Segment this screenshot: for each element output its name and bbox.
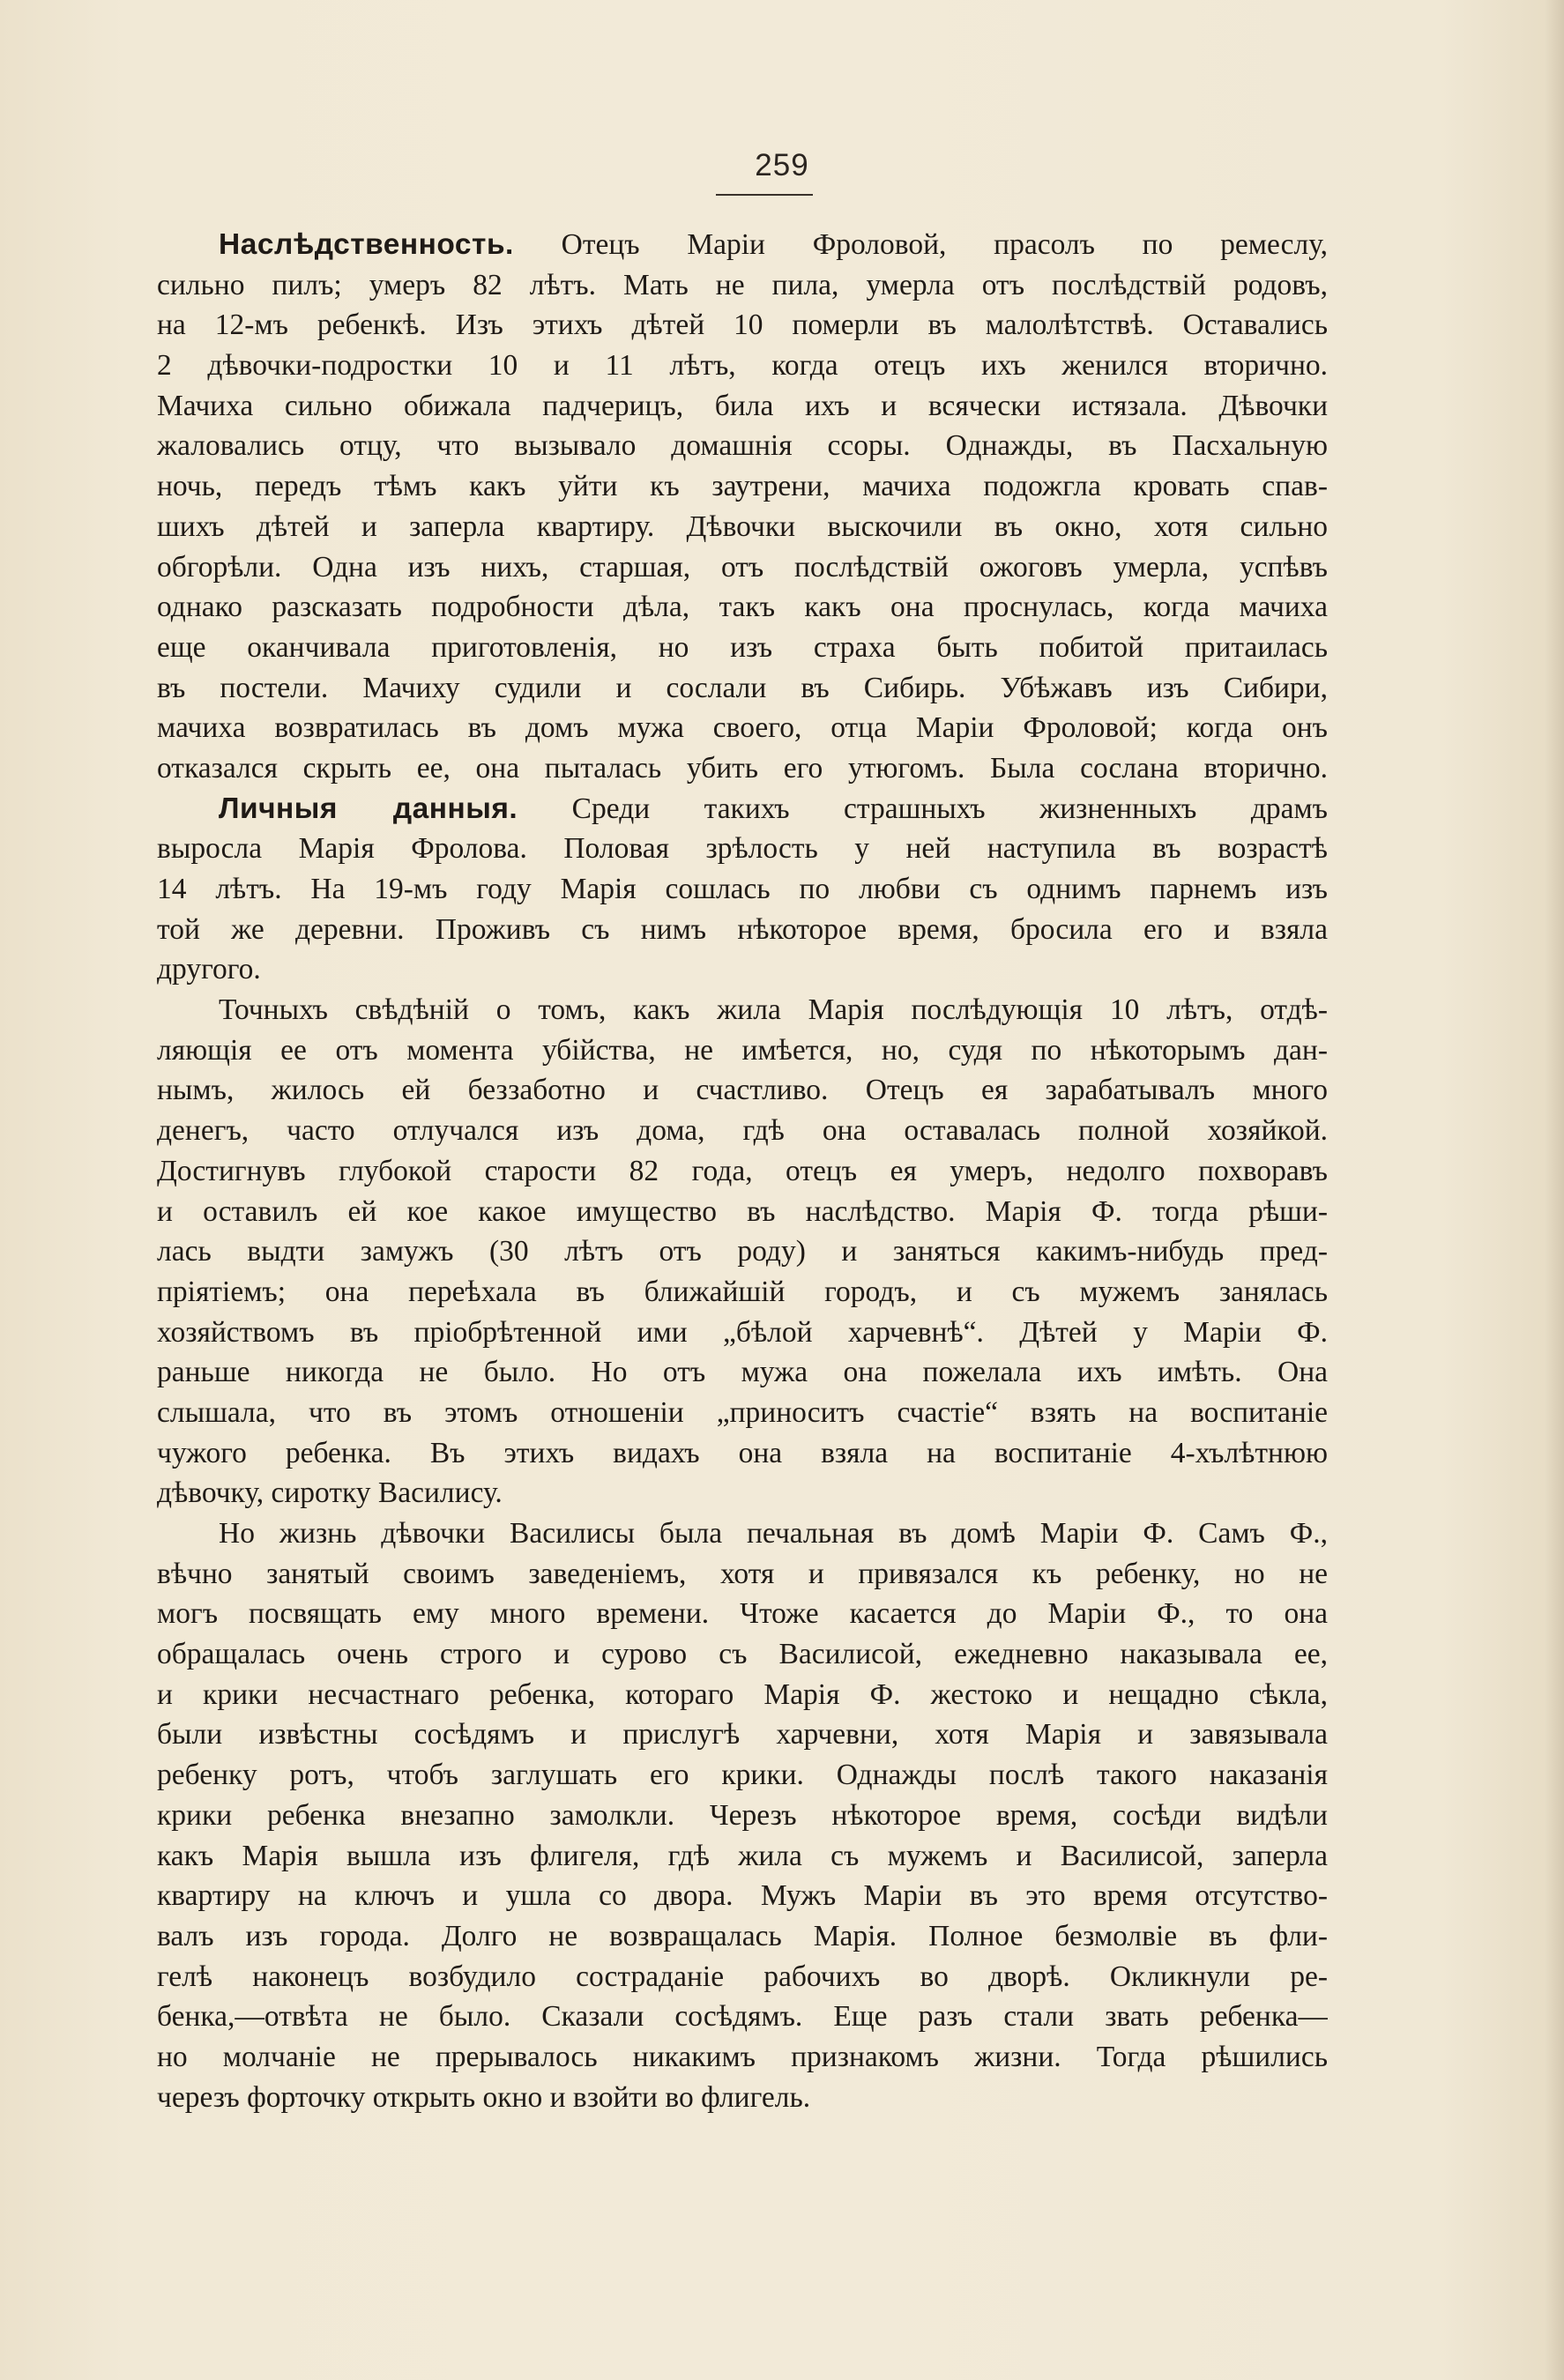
- text-line: выросла Марія Фролова. Половая зрѣлость у ней наступила въ возрастѣ: [157, 832, 1328, 866]
- text-line: крики ребенка внезапно замолкли. Черезъ нѣкоторое время, сосѣди видѣли: [157, 1798, 1328, 1832]
- text-line: отказался скрыть ее, она пыталась убить его утюгомъ. Была сослана вторично.: [157, 751, 1328, 785]
- text-line: ночь, передъ тѣмъ какъ уйти къ заутрени, мачиха подожгла кровать спав-: [157, 470, 1328, 503]
- text-line: Личныя данныя. Среди такихъ страшныхъ жизненныхъ драмъ: [219, 792, 1328, 825]
- text-line: Мачиха сильно обижала падчерицъ, била ихъ и всячески истязала. Дѣвочки: [157, 389, 1328, 422]
- text-line: черезъ форточку открыть окно и взойти во флигель.: [157, 2080, 811, 2114]
- text-line: ляющія ее отъ момента убійства, не имѣется, но, судя по нѣкоторымъ дан-: [157, 1033, 1328, 1067]
- text-line: обгорѣли. Одна изъ нихъ, старшая, отъ послѣдствій ожоговъ умерла, успѣвъ: [157, 550, 1328, 584]
- text-line: хозяйствомъ въ пріобрѣтенной ими „бѣлой харчевнѣ“. Дѣтей у Маріи Ф.: [157, 1315, 1328, 1349]
- text-line: были извѣстны сосѣдямъ и прислугѣ харчевни, хотя Марія и завязывала: [157, 1718, 1328, 1752]
- text-line: Но жизнь дѣвочки Василисы была печальная въ домѣ Маріи Ф. Самъ Ф.,: [219, 1517, 1328, 1550]
- text-line: нымъ, жилось ей беззаботно и счастливо. Отецъ ея зарабатывалъ много: [157, 1074, 1328, 1107]
- page-number: 259: [755, 148, 809, 182]
- section-heading-heredity: Наслѣдственность.: [219, 228, 514, 261]
- text-line: въ постели. Мачиху судили и сослали въ Сибирь. Убѣжавъ изъ Сибири,: [157, 671, 1328, 704]
- text-line: могъ посвящать ему много времени. Чтоже касается до Маріи Ф., то она: [157, 1597, 1328, 1631]
- text-line: Достигнувъ глубокой старости 82 года, отецъ ея умеръ, недолго похворавъ: [157, 1154, 1328, 1187]
- section-heading-personal-data: Личныя данныя.: [219, 792, 518, 825]
- text-line: той же деревни. Проживъ съ нимъ нѣкоторое время, бросила его и взяла: [157, 912, 1328, 946]
- page-edge-shadow: [1545, 0, 1564, 2380]
- text-line: гелѣ наконецъ возбудило состраданіе рабочихъ во дворѣ. Окликнули ре-: [157, 1960, 1328, 1993]
- text-line: другого.: [157, 953, 261, 986]
- text-line: валъ изъ города. Долго не возвращалась Марія. Полное безмолвіе въ фли-: [157, 1919, 1328, 1952]
- text-line: но молчаніе не прерывалось никакимъ признакомъ жизни. Тогда рѣшились: [157, 2040, 1328, 2073]
- text-line: слышала, что въ этомъ отношеніи „приноситъ счастіе“ взять на воспитаніе: [157, 1395, 1328, 1429]
- text-line: жаловались отцу, что вызывало домашнія ссоры. Однажды, въ Пасхальную: [157, 429, 1328, 463]
- text-line: Точныхъ свѣдѣній о томъ, какъ жила Марія послѣдующія 10 лѣтъ, отдѣ-: [219, 993, 1328, 1027]
- text-line: дѣвочку, сиротку Василису.: [157, 1476, 503, 1510]
- text-line: мачиха возвратилась въ домъ мужа своего, отца Маріи Фроловой; когда онъ: [157, 711, 1328, 745]
- text-line: раньше никогда не было. Но отъ мужа она пожелала ихъ имѣть. Она: [157, 1356, 1328, 1389]
- page-number-rule: [716, 194, 813, 196]
- text-line: на 12-мъ ребенкѣ. Изъ этихъ дѣтей 10 померли въ малолѣтствѣ. Оставались: [157, 309, 1328, 342]
- text-line: денегъ, часто отлучался изъ дома, гдѣ она оставалась полной хозяйкой.: [157, 1114, 1328, 1148]
- text-line: ребенку ротъ, чтобъ заглушать его крики. Однажды послѣ такого наказанія: [157, 1759, 1328, 1792]
- text-line: бенка,—отвѣта не было. Сказали сосѣдямъ. Еще разъ стали звать ребенка—: [157, 2000, 1328, 2034]
- text-line: лась выдти замужъ (30 лѣтъ отъ роду) и заняться какимъ-нибудь пред-: [157, 1235, 1328, 1268]
- text-line: 2 дѣвочки-подростки 10 и 11 лѣтъ, когда отецъ ихъ женился вторично.: [157, 349, 1328, 383]
- text-line: и оставилъ ей кое какое имущество въ наслѣдство. Марія Ф. тогда рѣши-: [157, 1194, 1328, 1228]
- text-line: вѣчно занятый своимъ заведеніемъ, хотя и привязался къ ребенку, но не: [157, 1557, 1328, 1590]
- text-line: однако разсказать подробности дѣла, такъ какъ она проснулась, когда мачиха: [157, 591, 1328, 624]
- text-line: пріятіемъ; она переѣхала въ ближайшій городъ, и съ мужемъ занялась: [157, 1275, 1328, 1308]
- text-line: квартиру на ключъ и ушла со двора. Мужъ Маріи въ это время отсутство-: [157, 1879, 1328, 1913]
- text-line: 14 лѣтъ. На 19-мъ году Марія сошлась по любви съ однимъ парнемъ изъ: [157, 873, 1328, 905]
- text-line: обращалась очень строго и сурово съ Василисой, ежедневно наказывала ее,: [157, 1638, 1328, 1671]
- body-text: [157, 225, 1328, 2117]
- text-line: какъ Марія вышла изъ флигеля, гдѣ жила съ мужемъ и Василисой, заперла: [157, 1839, 1328, 1872]
- text-line: Наслѣдственность. Отецъ Маріи Фроловой, прасолъ по ремеслу,: [219, 228, 1328, 261]
- text-line: чужого ребенка. Въ этихъ видахъ она взяла на воспитаніе 4-хълѣтнюю: [157, 1436, 1328, 1469]
- text-line: сильно пилъ; умеръ 82 лѣтъ. Мать не пила, умерла отъ послѣдствій родовъ,: [157, 268, 1328, 301]
- text-line: и крики несчастнаго ребенка, котораго Марія Ф. жестоко и нещадно сѣкла,: [157, 1677, 1328, 1711]
- text-line: еще оканчивала приготовленія, но изъ страха быть побитой притаилась: [157, 630, 1328, 664]
- text-line: шихъ дѣтей и заперла квартиру. Дѣвочки выскочили въ окно, хотя сильно: [157, 509, 1328, 543]
